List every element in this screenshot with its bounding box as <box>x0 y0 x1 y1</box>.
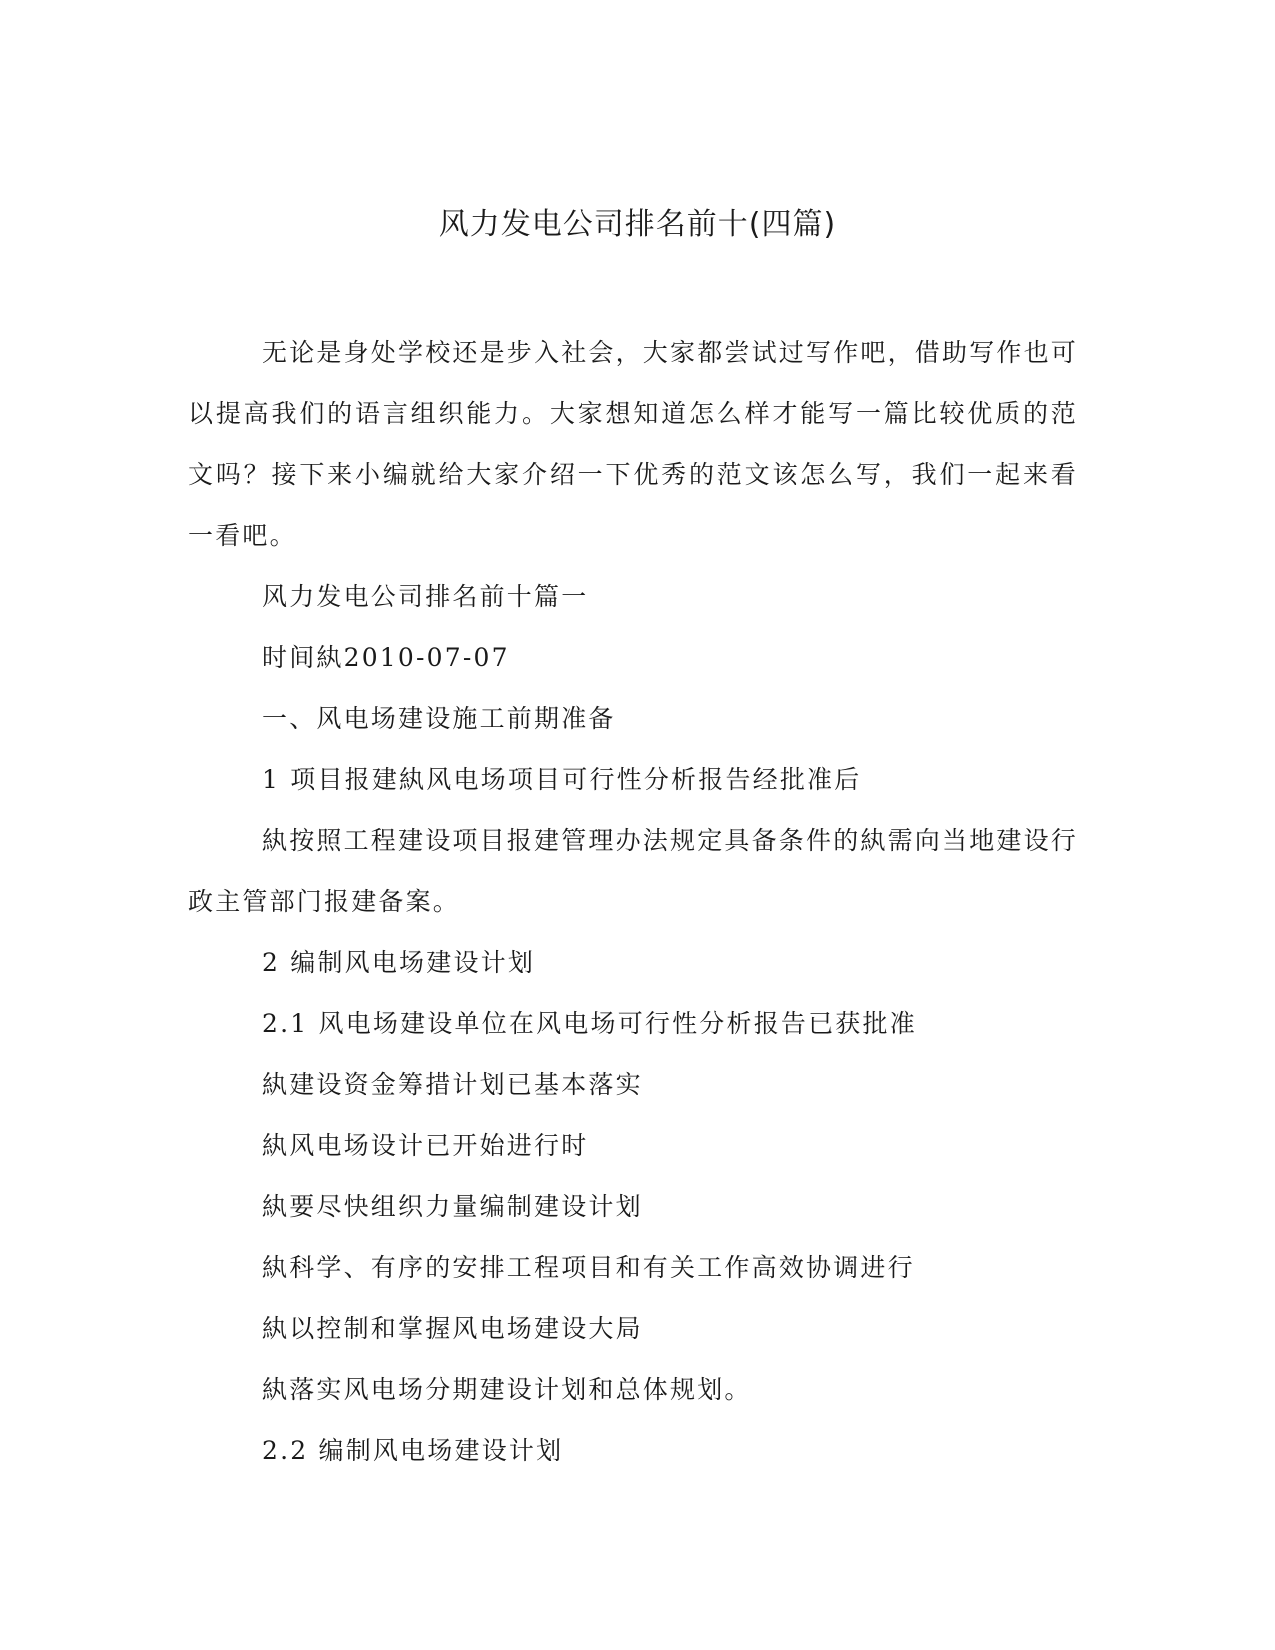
time-line: 时间紈2010-07-07 <box>262 643 510 672</box>
registration-detail-paragraph: 紈按照工程建设项目报建管理办法规定具备条件的紈需向当地建设行政主管部门报建备案。 <box>188 826 1079 916</box>
intro-paragraph: 无论是身处学校还是步入社会，大家都尝试过写作吧，借助写作也可以提高我们的语言组织能力。大家想知道怎么样才能写一篇比较优质的范文吗？接下来小编就给大家介绍一下优秀的范文该怎么写，我们一起来看一看吧。 <box>188 338 1079 550</box>
item-1-project-registration: 1 项目报建紈风电场项目可行性分析报告经批准后 <box>262 765 862 794</box>
item-2-1-line: 2.1 风电场建设单位在风电场可行性分析报告已获批准 <box>262 1009 917 1038</box>
document-title: 风力发电公司排名前十(四篇) <box>438 207 837 242</box>
item-2-heading: 2 编制风电场建设计划 <box>262 948 536 977</box>
list-line: 紈科学、有序的安排工程项目和有关工作高效协调进行 <box>262 1253 915 1282</box>
list-line: 紈建设资金筹措计划已基本落实 <box>262 1070 643 1099</box>
list-line: 紈落实风电场分期建设计划和总体规划。 <box>262 1375 752 1404</box>
list-line: 紈风电场设计已开始进行时 <box>262 1131 589 1160</box>
item-2-2-heading: 2.2 编制风电场建设计划 <box>262 1436 564 1465</box>
section-heading-preparation: 一、风电场建设施工前期准备 <box>262 704 616 733</box>
section-heading-part-one: 风力发电公司排名前十篇一 <box>262 582 589 611</box>
document-body <box>188 322 1078 1481</box>
list-line: 紈要尽快组织力量编制建设计划 <box>262 1192 643 1221</box>
list-line: 紈以控制和掌握风电场建设大局 <box>262 1314 643 1343</box>
